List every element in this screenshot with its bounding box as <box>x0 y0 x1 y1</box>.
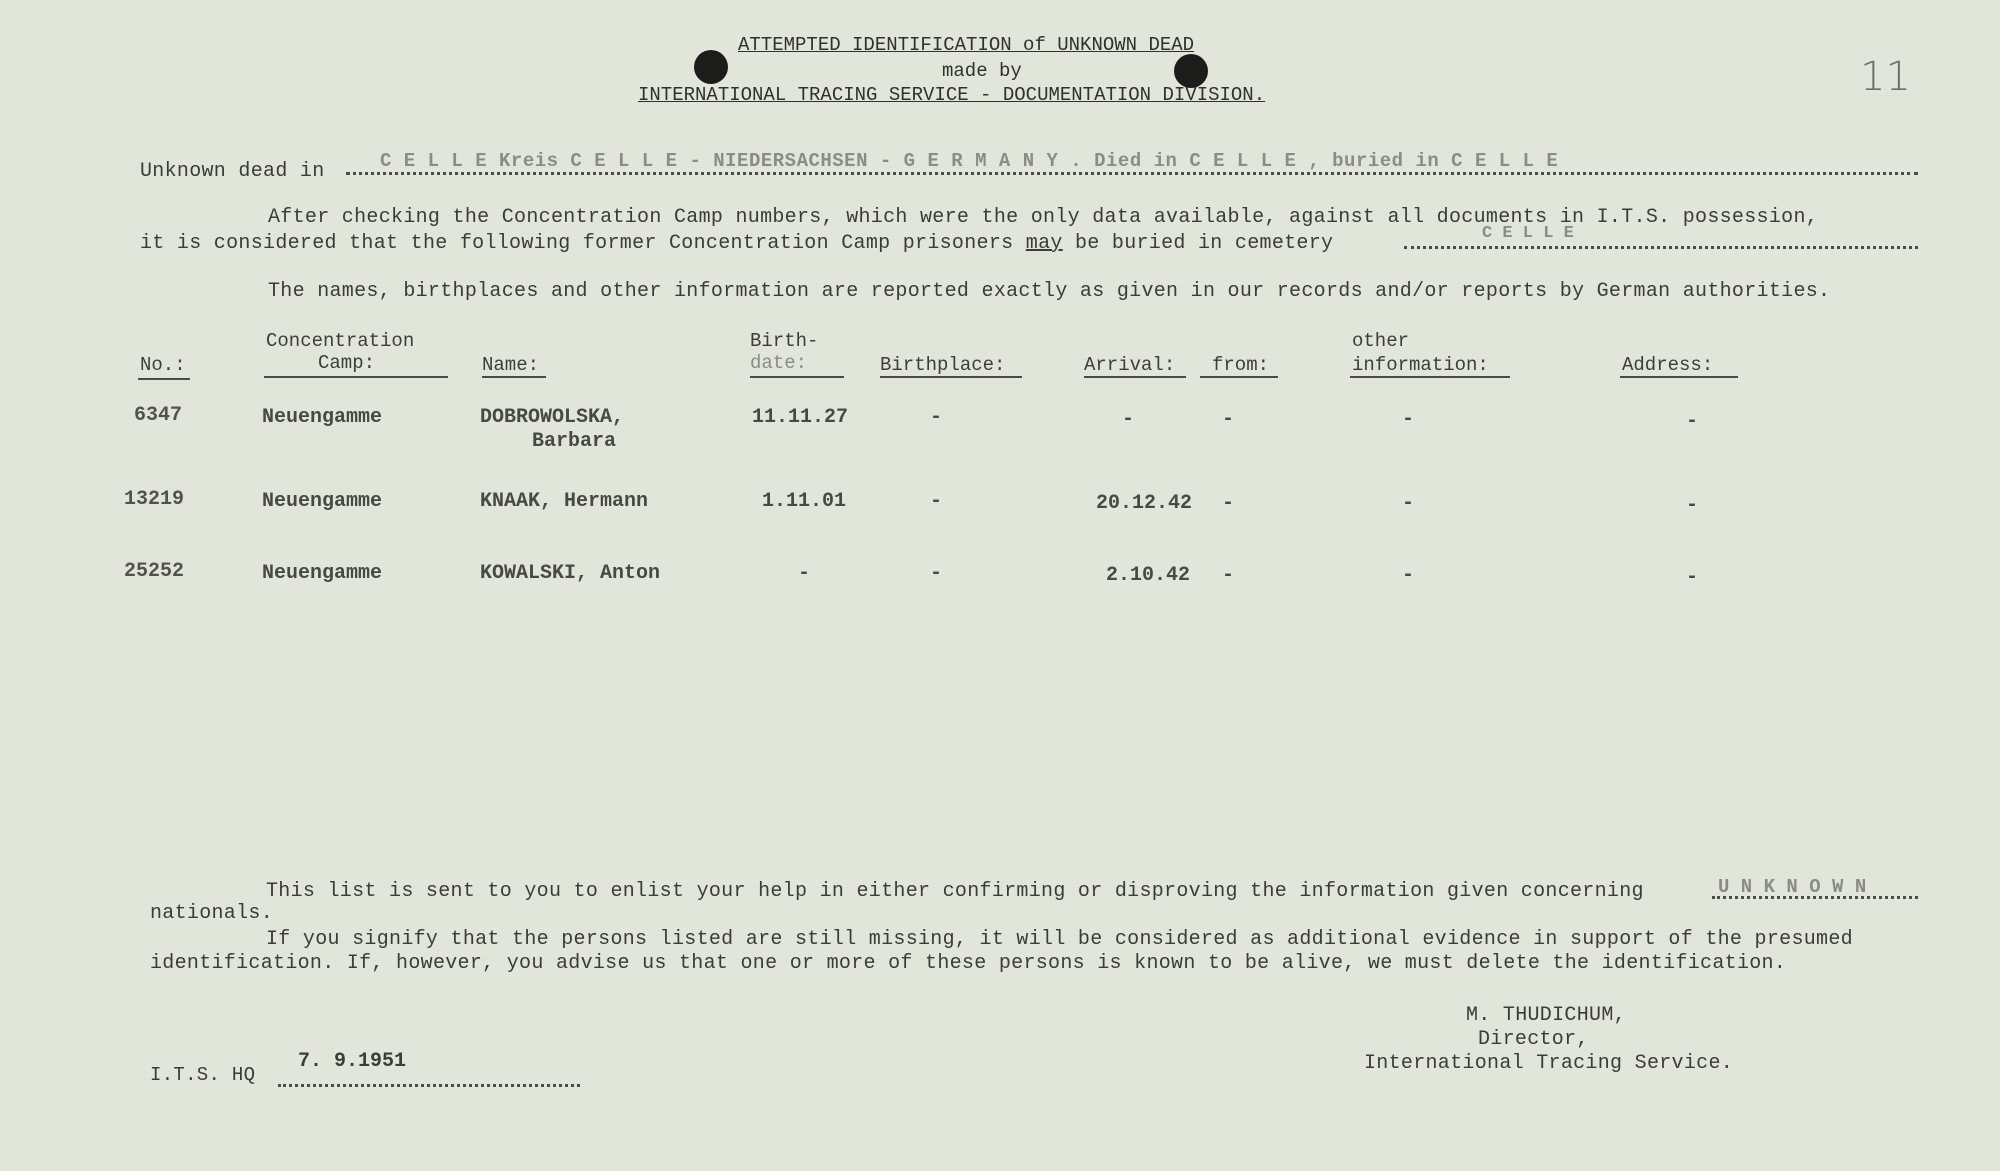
row-1-name2: Barbara <box>532 430 617 453</box>
row-2-birthdate: 1.11.01 <box>762 490 847 513</box>
intro-may: may <box>1025 232 1063 255</box>
cemetery-value: C E L L E <box>1482 224 1574 243</box>
row-1-camp: Neuengamme <box>262 406 383 429</box>
row-2-other: - <box>1402 492 1415 515</box>
intro-para1-line1: After checking the Concentration Camp numbers, which were the only data available, against all documents in I.T.S. possession, <box>268 206 1819 229</box>
row-3-birthdate: - <box>798 562 811 585</box>
row-1-arrival: - <box>1122 408 1135 431</box>
col-rule-other <box>1350 376 1510 378</box>
row-2-name: KNAAK, Hermann <box>480 490 649 513</box>
doc-subtitle: made by <box>942 60 1022 82</box>
row-2-camp: Neuengamme <box>262 490 383 513</box>
signature-name: M. THUDICHUM, <box>1466 1004 1626 1027</box>
row-1-from: - <box>1222 408 1235 431</box>
row-3-other: - <box>1402 564 1415 587</box>
row-2-address: - <box>1686 494 1699 517</box>
row-3-from: - <box>1222 564 1235 587</box>
row-2-no: 13219 <box>124 488 185 511</box>
row-1-name: DOBROWOLSKA, <box>480 406 625 429</box>
row-1-birthplace: - <box>930 406 943 429</box>
col-header-camp-top: Concentration <box>266 330 415 352</box>
footer-label: I.T.S. HQ <box>150 1064 256 1086</box>
col-header-other-bottom: information: <box>1352 354 1489 376</box>
cemetery-dotted-line <box>1404 246 1918 249</box>
unknown-dead-dotted-line <box>346 172 1918 175</box>
col-rule-arrival <box>1084 376 1186 378</box>
footer-date: 7. 9.1951 <box>298 1050 407 1073</box>
closing-line3: If you signify that the persons listed are still missing, it will be considered as additional evidence in support of the presumed <box>266 928 1853 951</box>
row-2-arrival: 20.12.42 <box>1096 492 1193 515</box>
col-rule-birthplace <box>880 376 1022 378</box>
row-1-address: - <box>1686 410 1699 433</box>
col-header-camp-bottom: Camp: <box>318 352 376 374</box>
col-header-birthdate-top: Birth- <box>750 330 819 352</box>
col-rule-camp <box>264 376 448 378</box>
row-1-no: 6347 <box>134 404 183 427</box>
col-rule-birthdate <box>750 376 844 378</box>
col-header-from: from: <box>1212 354 1270 376</box>
row-1-birthdate: 11.11.27 <box>752 406 849 429</box>
col-header-birthplace: Birthplace: <box>880 354 1006 376</box>
punch-hole-right-icon <box>1174 54 1208 88</box>
row-3-birthplace: - <box>930 562 943 585</box>
intro-para1-line2 <box>140 232 1333 255</box>
col-header-address: Address: <box>1622 354 1714 376</box>
punch-hole-left-icon <box>694 50 728 84</box>
intro-text-b: be buried in cemetery <box>1074 232 1334 255</box>
row-3-name: KOWALSKI, Anton <box>480 562 661 585</box>
signature-title: Director, <box>1478 1028 1589 1051</box>
row-3-arrival: 2.10.42 <box>1106 564 1191 587</box>
row-2-from: - <box>1222 492 1235 515</box>
closing-line1: This list is sent to you to enlist your help in either confirming or disproving the information given concerning <box>266 880 1644 903</box>
col-rule-from <box>1200 376 1278 378</box>
col-rule-no <box>138 378 190 380</box>
intro-para2: The names, birthplaces and other information are reported exactly as given in our records and/or reports by German authorities. <box>268 280 1831 303</box>
page-mark: 11 <box>1860 54 1911 100</box>
signature-org: International Tracing Service. <box>1364 1052 1734 1075</box>
doc-issuer: INTERNATIONAL TRACING SERVICE - DOCUMENTATION DIVISION. <box>638 84 1266 106</box>
col-rule-address <box>1620 376 1738 378</box>
unknown-dead-value: C E L L E Kreis C E L L E - NIEDERSACHSEN - G E R M A N Y . Died in C E L L E , buried in C E L L E <box>380 150 1559 172</box>
row-2-birthplace: - <box>930 490 943 513</box>
closing-line4: identification. If, however, you advise us that one or more of these persons is known to be alive, we must delete the identification. <box>150 952 1787 975</box>
footer-dotted-line <box>278 1084 580 1087</box>
row-3-camp: Neuengamme <box>262 562 383 585</box>
col-header-birthdate-bottom: date: <box>750 352 808 374</box>
doc-title: ATTEMPTED IDENTIFICATION of UNKNOWN DEAD <box>738 34 1195 56</box>
intro-text-a: it is considered that the following former Concentration Camp prisoners <box>140 232 1014 255</box>
closing-line2: nationals. <box>150 902 274 925</box>
col-header-other-top: other <box>1352 330 1410 352</box>
nationality-value: U N K N O W N <box>1718 876 1867 898</box>
col-header-name: Name: <box>482 354 540 376</box>
col-header-no: No.: <box>140 354 186 376</box>
row-3-no: 25252 <box>124 560 185 583</box>
unknown-dead-label: Unknown dead in <box>140 160 325 183</box>
row-1-other: - <box>1402 408 1415 431</box>
col-rule-name <box>482 376 546 378</box>
col-header-arrival: Arrival: <box>1084 354 1176 376</box>
row-3-address: - <box>1686 566 1699 589</box>
